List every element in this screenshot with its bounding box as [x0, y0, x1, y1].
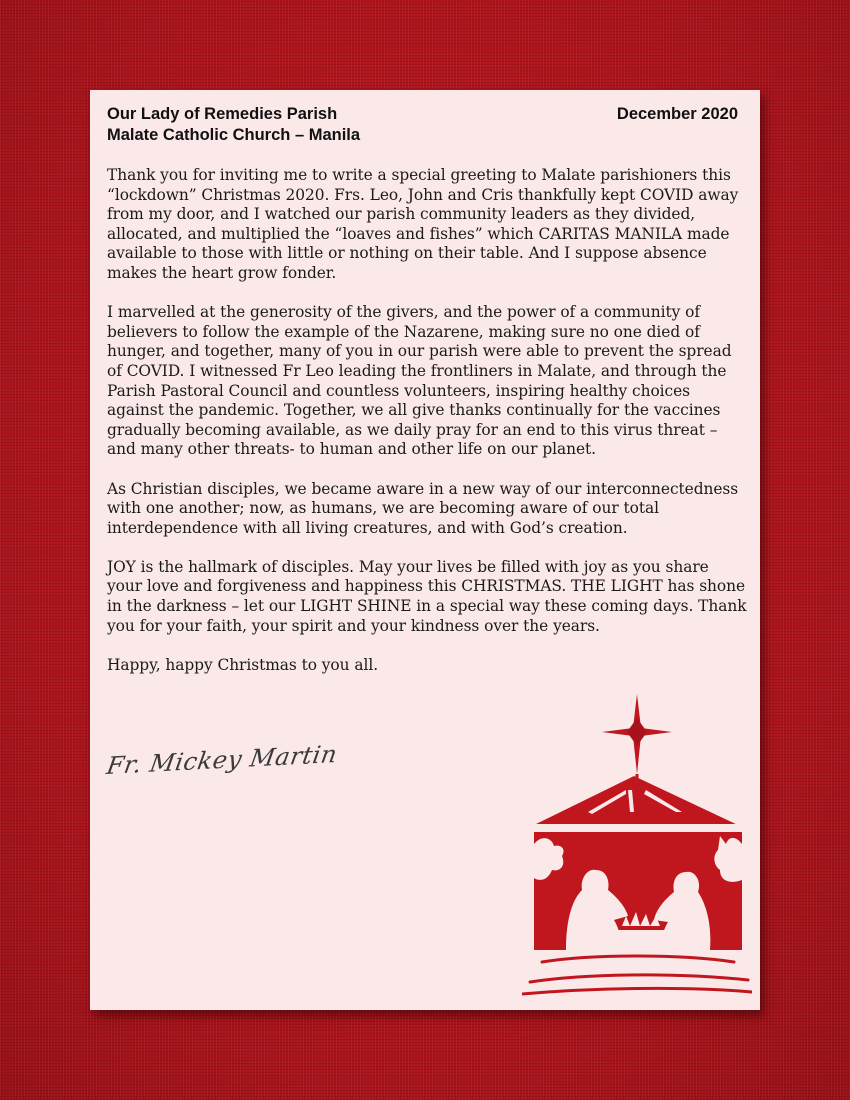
signature: Fr. Mickey Martin [104, 740, 340, 780]
paragraph-3: As Christian disciples, we became aware in a new way of our interconnectedness with one another; now, as humans, we are becoming aware of our total interdependence with all living creatures, and with God’s creation. [107, 479, 739, 537]
letter-page [90, 90, 760, 1010]
paragraph-2: I marvelled at the generosity of the givers, and the power of a community of believers to follow the example of the Nazarene, making sure no one died of hunger, and together, many of you in our parish were able to prevent the spread of COVID. I witnessed Fr Leo leading the frontliners in Malate, and through the Parish Pastoral Council and countless volunteers, inspiring healthy choices against the pandemic. Together, we all give thanks continually for the vaccines gradually becoming available, as we daily pray for an end to this virus threat – and many other threats- to human and other life on our planet. [107, 303, 732, 459]
paragraph-5: Happy, happy Christmas to you all. [107, 655, 379, 674]
letter-header [107, 104, 738, 146]
paragraph-1: Thank you for inviting me to write a special greeting to Malate parishioners this “lockdown” Christmas 2020. Frs. Leo, John and Cris thankfully kept COVID away from my door, and I watched our parish community leaders as they divided, allocated, and multiplied the “loaves and fishes” which CARITAS MANILA made available to those with little or nothing on their table. And I suppose absence makes the heart grow fonder. [107, 166, 739, 282]
letter-body [107, 166, 747, 695]
paragraph-4: JOY is the hallmark of disciples. May your lives be filled with joy as you share your love and forgiveness and happiness this CHRISTMAS. THE LIGHT has shone in the darkness – let our LIGHT SHINE in a special way these coming days. Thank you for your faith, your spirit and your kindness over the years. [107, 557, 747, 635]
parish-name: Our Lady of Remedies Parish [107, 105, 338, 123]
church-name: Malate Catholic Church – Manila [107, 126, 361, 144]
letter-date: December 2020 [616, 105, 738, 123]
nativity-scene-icon [522, 694, 752, 1004]
